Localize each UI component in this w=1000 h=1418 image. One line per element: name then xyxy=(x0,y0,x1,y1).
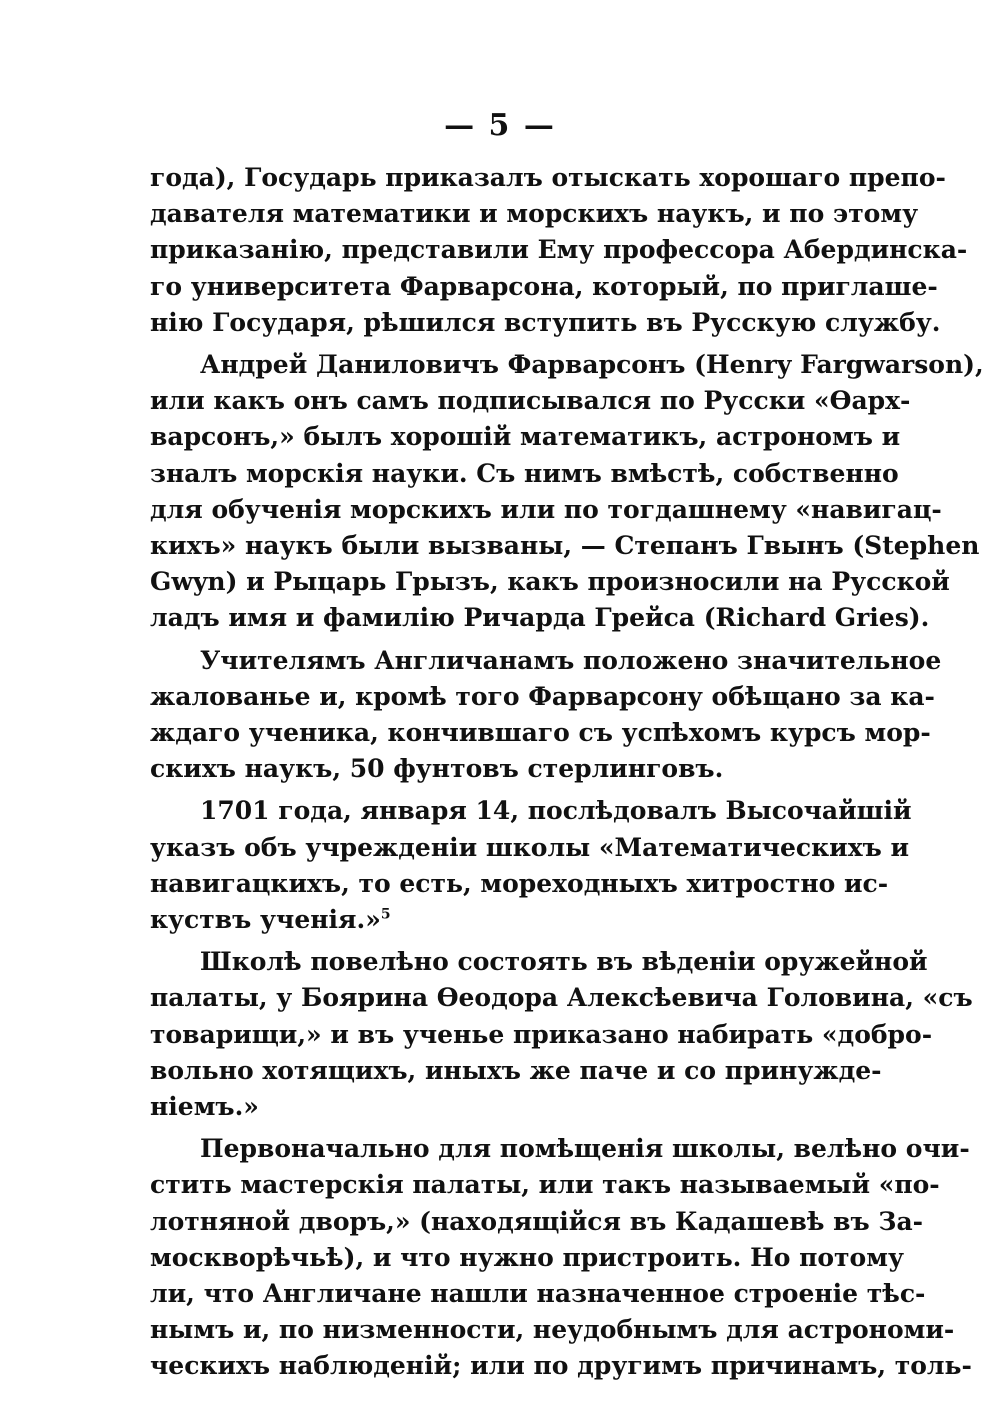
text-line: зналъ морскія науки. Съ нимъ вмѣстѣ, собственно xyxy=(150,458,899,488)
text-line-content: куствъ ученія.» xyxy=(150,905,381,934)
text-line xyxy=(150,902,850,938)
text-line: кихъ» наукъ были вызваны, — Степанъ Гвынъ (Stephen xyxy=(150,531,980,560)
text-line: или какъ онъ самъ подписывался по Русски «Ѳарх- xyxy=(150,386,911,416)
text-line: Андрей Даниловичъ Фарварсонъ (Henry Fargwarson), xyxy=(200,350,984,379)
text-line: скихъ наукъ, 50 фунтовъ стерлинговъ. xyxy=(150,754,724,784)
text-line: указъ объ учрежденіи школы «Математическихъ и xyxy=(150,832,910,862)
text-line: товарищи,» и въ ученье приказано набирать «добро- xyxy=(150,1019,933,1049)
text-line: 1701 года, января 14, послѣдовалъ Высочайшій xyxy=(200,796,912,826)
text-line: года), Государь приказалъ отыскать хорошаго препо- xyxy=(150,163,946,192)
text-line: Школѣ повелѣно состоять въ вѣденіи оружейной xyxy=(200,947,928,977)
text-line: Первоначально для помѣщенія школы, велѣно очи- xyxy=(200,1134,970,1164)
text-line: давателя математики и морскихъ наукъ, и по этому xyxy=(150,199,919,229)
text-line: жалованье и, кромѣ того Фарварсону обѣщано за ка- xyxy=(150,681,935,711)
text-line: москворѣчьѣ), и что нужно пристроить. Но потому xyxy=(150,1242,904,1272)
text-line: нымъ и, по низменности, неудобнымъ для астрономи- xyxy=(150,1315,955,1345)
text-line: палаты, у Боярина Ѳеодора Алексѣевича Головина, «съ xyxy=(150,983,973,1013)
text-line: лотняной дворъ,» (находящійся въ Кадашевѣ въ За- xyxy=(150,1206,924,1236)
text-line: го университета Фарварсона, который, по приглаше- xyxy=(150,271,938,301)
text-line: нію Государя, рѣшился вступить въ Русскую службу. xyxy=(150,307,941,337)
text-line: для обученія морскихъ или по тогдашнему «навигац- xyxy=(150,494,942,524)
text-line: Gwyn) и Рыцарь Грызъ, какъ произносили на Русской xyxy=(150,567,950,597)
text-line: приказанію, представили Ему профессора Абердинска- xyxy=(150,235,968,265)
text-line: ждаго ученика, кончившаго съ успѣхомъ курсъ мор- xyxy=(150,718,931,747)
page-number: — 5 — xyxy=(444,108,556,143)
text-line: ческихъ наблюденій; или по другимъ причинамъ, толь- xyxy=(150,1351,972,1381)
text-line: варсонъ,» былъ хорошій математикъ, астрономъ и xyxy=(150,422,901,452)
footnote-marker: 5 xyxy=(380,906,391,923)
text-line: вольно хотящихъ, иныхъ же паче и со принужде- xyxy=(150,1055,882,1085)
text-line: Учителямъ Англичанамъ положено значительное xyxy=(200,645,942,675)
text-line: ладъ имя и фамилію Ричарда Грейса (Richard Gries). xyxy=(150,603,930,633)
text-line: стить мастерскія палаты, или такъ называемый «по- xyxy=(150,1170,940,1200)
text-line: навигацкихъ, то есть, мореходныхъ хитростно ис- xyxy=(150,868,889,898)
text-line: ніемъ.» xyxy=(150,1092,259,1121)
text-line: ли, что Англичане нашли назначенное строеніе тѣс- xyxy=(150,1279,926,1308)
